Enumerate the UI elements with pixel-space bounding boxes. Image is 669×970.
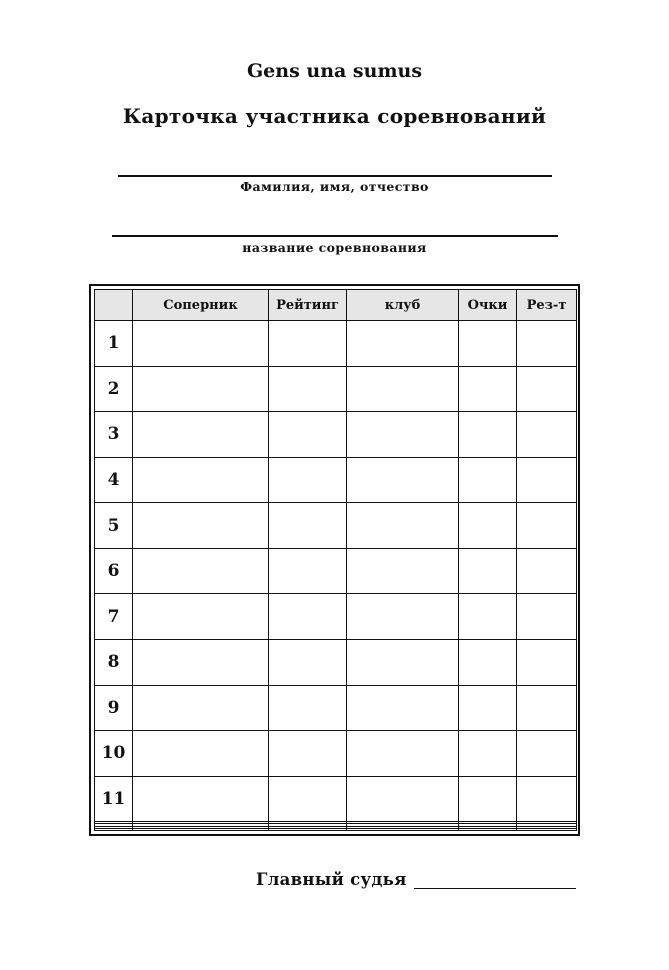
result-cell[interactable] <box>517 548 577 594</box>
rating-cell[interactable] <box>269 828 347 830</box>
table-row <box>95 731 577 777</box>
header-cell-points: Очки <box>459 290 517 321</box>
round-number: 7 <box>95 594 133 640</box>
rating-cell[interactable] <box>269 503 347 549</box>
table-row <box>95 828 577 830</box>
club-cell[interactable] <box>347 457 459 503</box>
table-row <box>95 639 577 685</box>
rating-cell[interactable] <box>269 594 347 640</box>
opponent-cell[interactable] <box>133 412 269 458</box>
round-number: 10 <box>95 731 133 777</box>
round-number: 8 <box>95 639 133 685</box>
rating-cell[interactable] <box>269 548 347 594</box>
club-cell[interactable] <box>347 366 459 412</box>
round-number <box>95 828 133 830</box>
round-number: 2 <box>95 366 133 412</box>
opponent-cell[interactable] <box>133 828 269 830</box>
round-number: 1 <box>95 321 133 367</box>
round-number: 5 <box>95 503 133 549</box>
rating-cell[interactable] <box>269 776 347 822</box>
result-cell[interactable] <box>517 828 577 830</box>
opponent-cell[interactable] <box>133 366 269 412</box>
points-cell[interactable] <box>459 594 517 640</box>
points-cell[interactable] <box>459 731 517 777</box>
table-row <box>95 321 577 367</box>
opponent-cell[interactable] <box>133 457 269 503</box>
round-number: 4 <box>95 457 133 503</box>
opponent-cell[interactable] <box>133 731 269 777</box>
result-cell[interactable] <box>517 731 577 777</box>
rating-cell[interactable] <box>269 731 347 777</box>
header-cell-club: клуб <box>347 290 459 321</box>
card-title: Карточка участника соревнований <box>122 104 547 128</box>
result-cell[interactable] <box>517 503 577 549</box>
result-cell[interactable] <box>517 685 577 731</box>
rating-cell[interactable] <box>269 639 347 685</box>
club-cell[interactable] <box>347 548 459 594</box>
opponent-cell[interactable] <box>133 503 269 549</box>
club-cell[interactable] <box>347 503 459 549</box>
header-cell-rating: Рейтинг <box>269 290 347 321</box>
chief-judge-label: Главный судья <box>256 870 407 889</box>
result-cell[interactable] <box>517 457 577 503</box>
header-cell-opponent: Соперник <box>133 290 269 321</box>
club-cell[interactable] <box>347 828 459 830</box>
points-cell[interactable] <box>459 685 517 731</box>
club-cell[interactable] <box>347 321 459 367</box>
opponent-cell[interactable] <box>133 685 269 731</box>
competition-field-line[interactable] <box>112 235 558 237</box>
table-row <box>95 503 577 549</box>
opponent-cell[interactable] <box>133 639 269 685</box>
header-cell-result: Рез-т <box>517 290 577 321</box>
points-cell[interactable] <box>459 828 517 830</box>
points-cell[interactable] <box>459 776 517 822</box>
round-number: 6 <box>95 548 133 594</box>
rating-cell[interactable] <box>269 685 347 731</box>
points-cell[interactable] <box>459 412 517 458</box>
result-cell[interactable] <box>517 366 577 412</box>
club-cell[interactable] <box>347 776 459 822</box>
club-cell[interactable] <box>347 685 459 731</box>
chief-judge-signature-line[interactable] <box>414 888 576 889</box>
points-cell[interactable] <box>459 366 517 412</box>
table-header-row <box>95 290 577 321</box>
table-row <box>95 685 577 731</box>
results-table <box>94 289 577 831</box>
motto: Gens una sumus <box>246 60 423 82</box>
points-cell[interactable] <box>459 457 517 503</box>
table-row <box>95 548 577 594</box>
name-field-line[interactable] <box>118 175 552 177</box>
table-row <box>95 412 577 458</box>
club-cell[interactable] <box>347 639 459 685</box>
result-cell[interactable] <box>517 639 577 685</box>
rating-cell[interactable] <box>269 321 347 367</box>
table-row <box>95 366 577 412</box>
club-cell[interactable] <box>347 594 459 640</box>
round-number: 3 <box>95 412 133 458</box>
result-cell[interactable] <box>517 412 577 458</box>
points-cell[interactable] <box>459 639 517 685</box>
result-cell[interactable] <box>517 776 577 822</box>
opponent-cell[interactable] <box>133 321 269 367</box>
competition-field-caption: название соревнования <box>242 240 427 255</box>
rating-cell[interactable] <box>269 412 347 458</box>
opponent-cell[interactable] <box>133 548 269 594</box>
result-cell[interactable] <box>517 321 577 367</box>
opponent-cell[interactable] <box>133 776 269 822</box>
club-cell[interactable] <box>347 412 459 458</box>
rating-cell[interactable] <box>269 457 347 503</box>
table-row <box>95 594 577 640</box>
table-row <box>95 776 577 822</box>
header-cell-number <box>95 290 133 321</box>
points-cell[interactable] <box>459 548 517 594</box>
points-cell[interactable] <box>459 321 517 367</box>
club-cell[interactable] <box>347 731 459 777</box>
rating-cell[interactable] <box>269 366 347 412</box>
results-table-frame <box>89 284 580 836</box>
round-number: 11 <box>95 776 133 822</box>
opponent-cell[interactable] <box>133 594 269 640</box>
name-field-caption: Фамилия, имя, отчество <box>240 179 429 194</box>
result-cell[interactable] <box>517 594 577 640</box>
table-row <box>95 457 577 503</box>
points-cell[interactable] <box>459 503 517 549</box>
round-number: 9 <box>95 685 133 731</box>
